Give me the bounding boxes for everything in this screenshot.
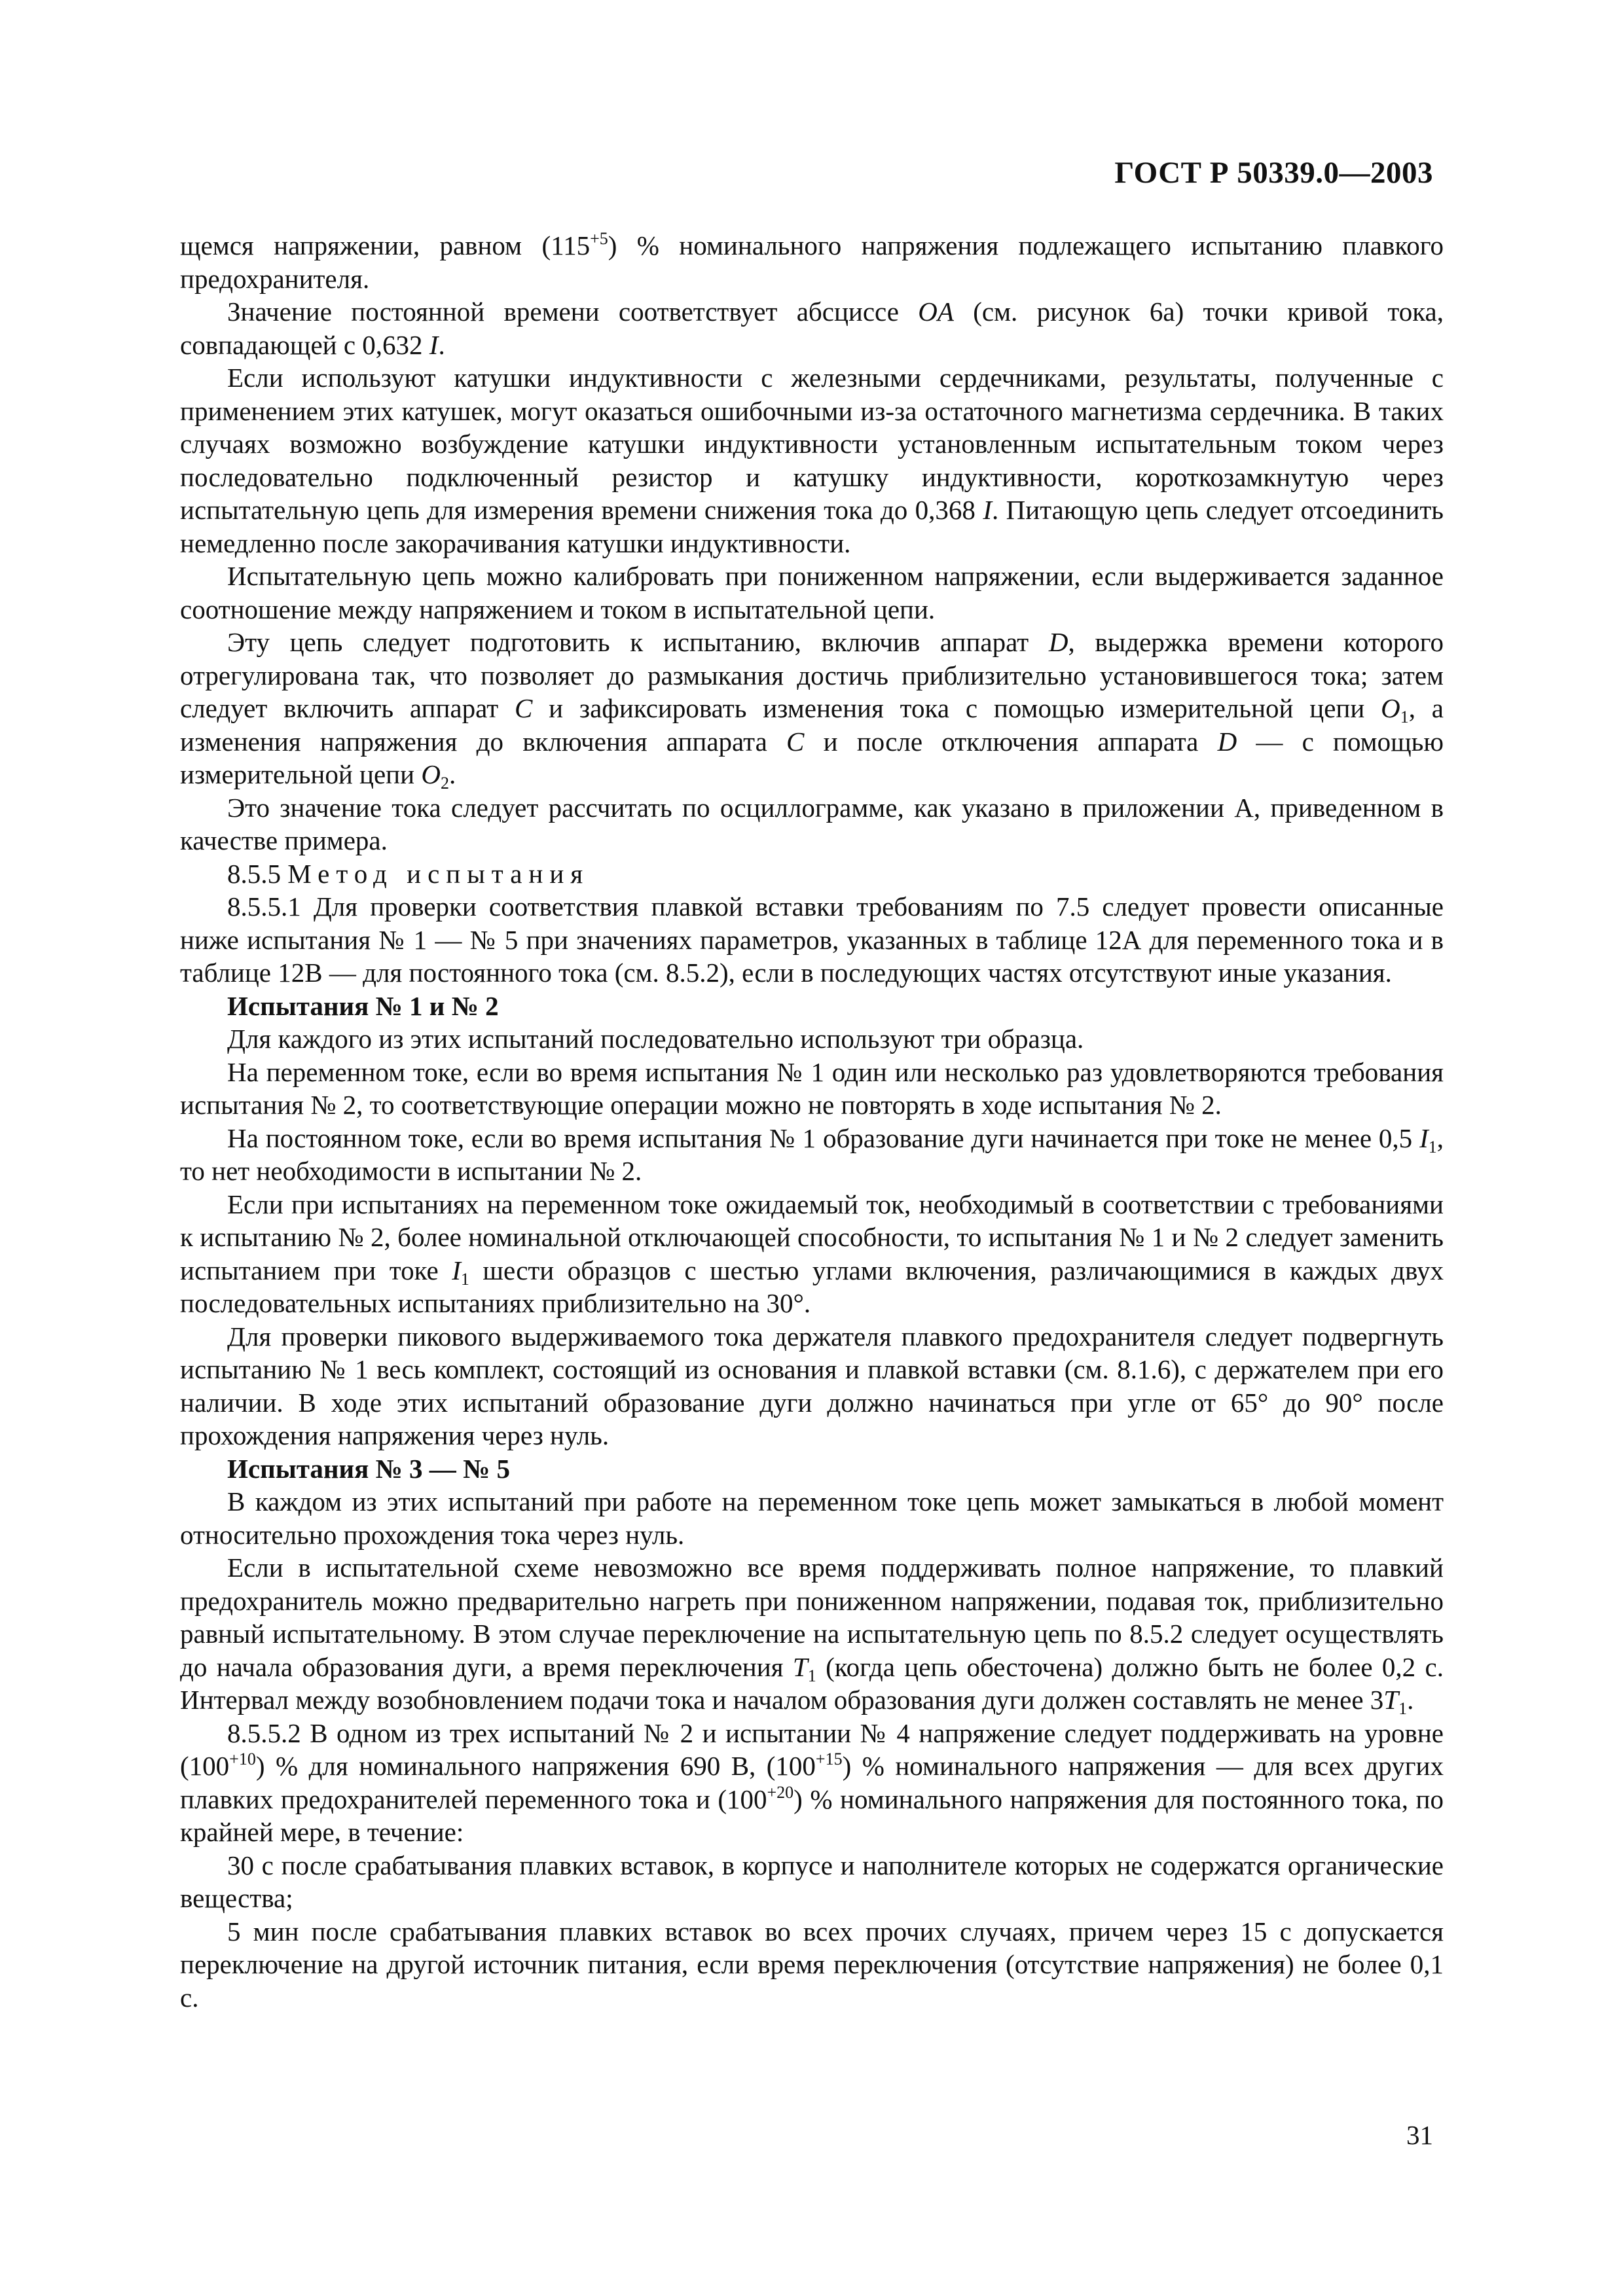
paragraph-8: Для каждого из этих испытаний последовательно используют три образца. (227, 1024, 1084, 1054)
section-title: Метод испытания (287, 858, 590, 889)
text-run: . (438, 329, 445, 360)
italic-symbol: OA (918, 296, 954, 327)
document-header: ГОСТ Р 50339.0—2003 (1114, 156, 1433, 190)
text-run: ) % номинального напряжения — для всех других плавких предохранителей переменного тока и (100 (180, 1751, 1444, 1814)
superscript: +10 (229, 1749, 256, 1768)
text-run: (см. рисунок 6а) точки кривой тока, совпадающей с 0,632 (180, 296, 1444, 360)
paragraph-1 (180, 229, 1444, 295)
text-run: (когда цепь обесточена) должно быть не более 0,2 с. Интервал между возобновлением подачи тока и началом образования дуги должен составлять не менее 3 (180, 1651, 1444, 1715)
subscript: 2 (440, 774, 449, 793)
text-run: и зафиксировать изменения тока с помощью измерительной цепи (532, 693, 1381, 723)
text-run: шести образцов с шестью углами включения, различающимися в каждых двух последовательных испытаниях приблизительно на 30°. (180, 1255, 1444, 1318)
paragraph-5 (180, 626, 1444, 791)
subheading-tests-1-2: Испытания № 1 и № 2 (227, 990, 499, 1021)
text-run: . (1407, 1685, 1414, 1715)
paragraph-8-5-5-2 (180, 1717, 1444, 1849)
paragraph-13: В каждом из этих испытаний при работе на переменном токе цепь может замыкаться в любой момент относительно прохождения тока через нуль. (180, 1486, 1444, 1550)
paragraph-6: Это значение тока следует рассчитать по осциллограмме, как указано в приложении А, приведенном в качестве примера. (180, 792, 1444, 855)
subscript: 1 (1398, 1699, 1408, 1718)
section-heading-8-5-5 (180, 857, 1444, 891)
paragraph-12: Для проверки пикового выдерживаемого тока держателя плавкого предохранителя следует подвергнуть испытанию № 1 весь комплект, состоящий из основания и плавкой вставки (см. 8.1.6), с держателем при его наличии. В ходе этих испытаний образование дуги должно начинаться при угле от 65° до 90° после прохождения напряжения через нуль. (180, 1321, 1444, 1450)
paragraph-4: Испытательную цепь можно калибровать при пониженном напряжении, если выдерживается заданное соотношение между напряжением и током в испытательной цепи. (180, 561, 1444, 624)
subscript: 1 (1428, 1137, 1437, 1157)
italic-symbol: C (786, 726, 805, 757)
text-run: , а изменения напряжения до включения аппарата (180, 693, 1444, 757)
italic-symbol: I (983, 495, 992, 525)
text-run: ) % номинального напряжения подлежащего испытанию плавкого предохранителя. (180, 230, 1444, 294)
text-run: щемся напряжении, равном (115 (180, 230, 591, 260)
subheading-tests-3-5: Испытания № 3 — № 5 (227, 1453, 510, 1484)
text-run: На постоянном токе, если во время испытания № 1 образование дуги начинается при токе не менее 0,5 (227, 1122, 1420, 1153)
text-run: . (448, 759, 456, 789)
text-run: , то нет необходимости в испытании № 2. (180, 1122, 1444, 1186)
italic-symbol: C (514, 693, 533, 723)
superscript: +5 (590, 229, 608, 248)
italic-symbol: I (1419, 1122, 1429, 1153)
page-number: 31 (1406, 2120, 1433, 2150)
text-run: . Питающую цепь следует отсоединить немедленно после закорачивания катушки индуктивности. (180, 495, 1444, 558)
italic-symbol: I (452, 1255, 461, 1285)
paragraph-17: 5 мин после срабатывания плавких вставок во всех прочих случаях, причем через 15 с допускается переключение на другой источник питания, если время переключения (отсутствие напряжения) не более 0,1 с. (180, 1916, 1444, 2013)
italic-symbol: I (429, 329, 439, 360)
paragraph-9: На переменном токе, если во время испытания № 1 один или несколько раз удовлетворяются требования испытания № 2, то соответствующие операции можно не повторять в ходе испытания № 2. (180, 1056, 1444, 1120)
paragraph-10 (180, 1122, 1444, 1188)
text-run: Если используют катушки индуктивности с железными сердечниками, результаты, полученные с применением этих катушек, могут оказаться ошибочными из-за остаточного магнетизма сердечника. В таких случаях возможно возбуждение катушки индуктивности установленным испытательным током через последовательно подключенный резистор и катушку индуктивности, короткозамкнутую через испытательную цепь для измерения времени снижения тока до 0,368 (180, 363, 1444, 525)
superscript: +15 (815, 1749, 843, 1768)
text-run: ) % номинального напряжения для постоянного тока, по крайней мере, в течение: (180, 1784, 1444, 1847)
text-run: Если при испытаниях на переменном токе ожидаемый ток, необходимый в соответствии с требованиями к испытанию № 2, более номинальной отключающей способности, то испытания № 1 и № 2 следует заменить испытанием при токе (180, 1189, 1444, 1285)
document-body (180, 229, 1444, 2014)
superscript: +20 (767, 1782, 794, 1802)
paragraph-3 (180, 361, 1444, 560)
text-run: , выдержка времени которого отрегулирована так, что позволяет до размыкания достичь приблизительно установившегося тока; затем следует включить аппарат (180, 627, 1444, 723)
paragraph-16: 30 с после срабатывания плавких вставок, в корпусе и наполнителе которых не содержатся органические вещества; (180, 1850, 1444, 1913)
text-run: Значение постоянной времени соответствует абсциссе (227, 296, 919, 327)
subscript: 1 (460, 1269, 469, 1289)
subscript: 1 (807, 1666, 816, 1685)
italic-symbol: D (1048, 627, 1068, 657)
paragraph-11 (180, 1188, 1444, 1320)
paragraph-14 (180, 1551, 1444, 1717)
subscript: 1 (1400, 708, 1409, 726)
section-number: 8.5.5 (227, 858, 288, 889)
italic-symbol: T (792, 1651, 808, 1682)
text-run: ) % для номинального напряжения 690 В, (100 (255, 1751, 816, 1781)
italic-symbol: O (1381, 693, 1400, 723)
text-run: 8.5.5.2 В одном из трех испытаний № 2 и испытании № 4 напряжение следует поддерживать на уровне (100 (180, 1717, 1444, 1781)
italic-symbol: O (421, 759, 441, 789)
paragraph-8-5-5-1: 8.5.5.1 Для проверки соответствия плавкой вставки требованиям по 7.5 следует провести описанные ниже испытания № 1 — № 5 при значениях параметров, указанных в таблице 12А для переменного тока и в таблице 12В — для постоянного тока (см. 8.5.2), если в последующих частях отсутствуют иные указания. (180, 891, 1444, 988)
italic-symbol: D (1217, 726, 1237, 757)
paragraph-2 (180, 295, 1444, 361)
italic-symbol: T (1383, 1685, 1399, 1715)
text-run: и после отключения аппарата (804, 726, 1218, 757)
text-run: Если в испытательной схеме невозможно все время поддерживать полное напряжение, то плавкий предохранитель можно предварительно нагреть при пониженном напряжении, подавая ток, приблизительно равный испытательному. В этом случае переключение на испытательную цепь по 8.5.2 следует осуществлять до начала образования дуги, а время переключения (180, 1552, 1444, 1682)
text-run: Эту цепь следует подготовить к испытанию, включив аппарат (227, 627, 1049, 657)
text-run: — с помощью измерительной цепи (180, 726, 1444, 789)
